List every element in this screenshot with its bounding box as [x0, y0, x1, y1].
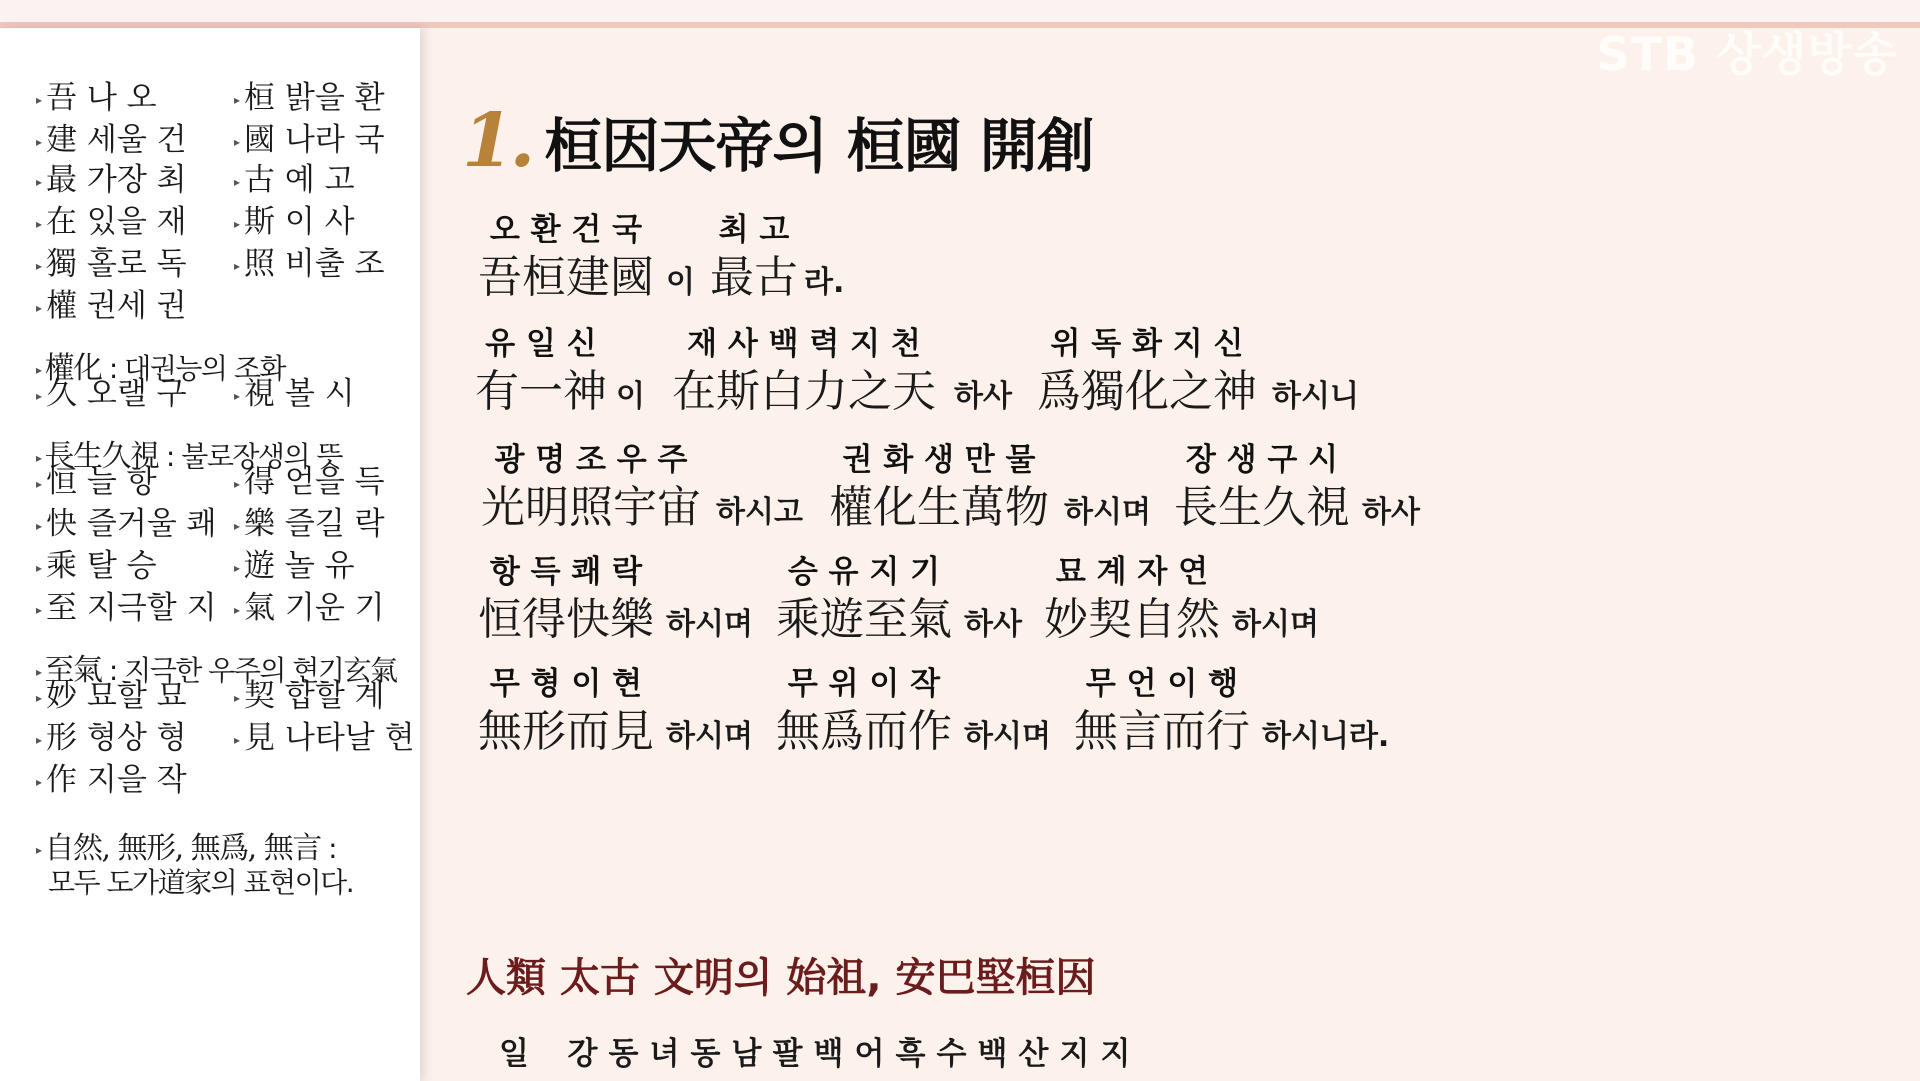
- gloss-row: [36, 673, 416, 719]
- hanja-segment: 乘遊至氣: [776, 594, 952, 645]
- bullet-icon: ▸: [36, 134, 43, 149]
- bullet-icon: ▸: [36, 843, 41, 857]
- gloss-text: 最 가장 최: [46, 162, 187, 198]
- hanja-segment: 無爲而作: [776, 706, 952, 757]
- hanja-segment: 無形而見: [478, 706, 654, 757]
- gloss-row: [36, 459, 416, 505]
- gloss-text: 見 나타날 현: [244, 720, 415, 756]
- gloss-text: 至 지극할 지: [46, 590, 217, 626]
- section-heading: 人類 太古 文明의 始祖, 安巴堅桓因: [466, 955, 1096, 1001]
- gloss-item: [36, 673, 187, 721]
- verse-block: [466, 440, 1430, 536]
- particle: 이: [666, 265, 695, 300]
- verse-hanja: [466, 250, 872, 306]
- verse-reading: [466, 664, 1420, 704]
- reading-segment: 오 환 건 국: [489, 212, 643, 248]
- bullet-icon: ▸: [234, 560, 241, 575]
- gloss-text: 妙 묘할 묘: [46, 678, 187, 714]
- gloss-item: [36, 585, 217, 633]
- reading-char: 동: [690, 1036, 721, 1072]
- reading-segment: 항 득 쾌 락: [489, 554, 643, 590]
- bullet-icon: ▸: [36, 560, 43, 575]
- verse-reading: [466, 440, 1430, 480]
- particle: 하시니라.: [1262, 719, 1390, 754]
- gloss-item: [234, 199, 355, 247]
- bullet-icon: ▸: [36, 665, 41, 679]
- hanja-segment: 恒得快樂: [478, 594, 654, 645]
- reading-segment: 재 사 백 력 지 천: [687, 326, 921, 362]
- gloss-row: [36, 283, 416, 329]
- bullet-icon: ▸: [36, 476, 43, 491]
- gloss-item: [234, 157, 355, 205]
- hanja-segment: 光明照宇宙: [481, 482, 701, 533]
- particle: 하시며: [666, 607, 753, 642]
- gloss-text: 斯 이 사: [244, 204, 355, 240]
- note-hanja: 長生久視: [44, 439, 159, 474]
- reading-char: 녀: [649, 1036, 680, 1072]
- hanja-segment: 最古: [710, 252, 798, 303]
- reading-segment: 승 유 지 기: [787, 554, 941, 590]
- bullet-icon: ▸: [234, 92, 241, 107]
- bullet-icon: ▸: [36, 518, 43, 533]
- gloss-text: 桓 밝을 환: [244, 80, 385, 116]
- reading-segment: 무 위 이 작: [787, 666, 941, 702]
- reading-char: 동: [608, 1036, 639, 1072]
- gloss-row: [36, 157, 416, 203]
- bullet-icon: ▸: [36, 216, 43, 231]
- bullet-icon: ▸: [234, 174, 241, 189]
- gloss-item: [36, 241, 187, 289]
- particle: 라.: [804, 265, 845, 300]
- bullet-icon: ▸: [36, 774, 43, 789]
- hanja-segment: 在斯白力之天: [672, 366, 936, 417]
- glossary-sidebar: [0, 28, 420, 1081]
- gloss-text: 得 얻을 득: [244, 464, 385, 500]
- gloss-row: [36, 585, 416, 631]
- note-korean: 모두 도가道家의 표현이다.: [48, 866, 354, 899]
- reading-char: 흑: [895, 1036, 926, 1072]
- gloss-row: [36, 501, 416, 547]
- gloss-item: [234, 715, 415, 763]
- verse-reading: [466, 210, 872, 250]
- bullet-icon: ▸: [36, 363, 41, 377]
- verse-hanja: [466, 704, 1420, 760]
- hanja-segment: 妙契自然: [1044, 594, 1220, 645]
- hanja-segment: 無言而行: [1074, 706, 1250, 757]
- hanja-segment: 爲獨化之神: [1037, 366, 1257, 417]
- gloss-item: [36, 283, 187, 331]
- bullet-icon: ▸: [234, 134, 241, 149]
- gloss-row: [36, 715, 416, 761]
- bullet-icon: ▸: [234, 690, 241, 705]
- gloss-item: [234, 75, 385, 123]
- particle: 하사: [1362, 495, 1420, 530]
- note-korean: :: [320, 832, 337, 865]
- gloss-row: [36, 371, 416, 417]
- bullet-icon: ▸: [234, 602, 241, 617]
- gloss-item: [234, 459, 385, 507]
- gloss-text: 權 권세 권: [46, 288, 187, 324]
- bullet-icon: ▸: [36, 602, 43, 617]
- gloss-item: [36, 459, 157, 507]
- gloss-text: 樂 즐길 락: [244, 506, 385, 542]
- gloss-text: 形 형상 형: [46, 720, 187, 756]
- gloss-text: 氣 기운 기: [244, 590, 385, 626]
- bullet-icon: ▸: [36, 300, 43, 315]
- bullet-icon: ▸: [36, 451, 41, 465]
- gloss-item: [36, 501, 217, 549]
- gloss-text: 古 예 고: [244, 162, 355, 198]
- particle: 하사: [964, 607, 1022, 642]
- chapter-number: 1.: [462, 98, 532, 184]
- hanja-segment: 權化生萬物: [829, 482, 1049, 533]
- note-hanja: 自然, 無形, 無爲, 無言: [44, 831, 321, 866]
- particle: 하시고: [716, 495, 803, 530]
- chapter-title-text: 桓因天帝의 桓國 開創: [544, 112, 1094, 180]
- hanja-segment: 吾桓建國: [478, 252, 654, 303]
- reading-segment: 무 형 이 현: [489, 666, 643, 702]
- reading-char: 팔: [772, 1036, 803, 1072]
- verse-block: [466, 324, 1370, 420]
- gloss-text: 乘 탈 승: [46, 548, 157, 584]
- particle: 하시며: [1064, 495, 1151, 530]
- gloss-text: 獨 홀로 독: [46, 246, 187, 282]
- reading-char: 강: [567, 1036, 598, 1072]
- gloss-row: [36, 543, 416, 589]
- gloss-item: [36, 543, 157, 591]
- bullet-icon: ▸: [36, 388, 43, 403]
- verse-hanja: [466, 592, 1330, 648]
- verse-hanja: [466, 480, 1430, 536]
- bullet-icon: ▸: [36, 690, 43, 705]
- reading-segment: 장 생 구 시: [1185, 442, 1339, 478]
- gloss-text: 作 지을 작: [46, 762, 187, 798]
- verse-block: [466, 210, 872, 306]
- bullet-icon: ▸: [234, 216, 241, 231]
- bullet-icon: ▸: [36, 174, 43, 189]
- reading-char: 지: [1100, 1036, 1131, 1072]
- bullet-icon: ▸: [234, 518, 241, 533]
- particle: 이: [616, 379, 645, 414]
- reading-char: 수: [936, 1036, 967, 1072]
- reading-segment: 무 언 이 행: [1085, 666, 1239, 702]
- bullet-icon: ▸: [36, 258, 43, 273]
- hanja-segment: 有一神: [475, 366, 607, 417]
- gloss-item: [36, 199, 187, 247]
- bullet-icon: ▸: [36, 732, 43, 747]
- reading-segment: 권 화 생 만 물: [842, 442, 1036, 478]
- verse-reading: [466, 552, 1330, 592]
- gloss-text: 建 세울 건: [46, 122, 187, 158]
- reading-char: 백: [813, 1036, 844, 1072]
- particle: 하시며: [1232, 607, 1319, 642]
- note-korean: : 불로장생의 뜻: [158, 440, 342, 473]
- bullet-icon: ▸: [234, 732, 241, 747]
- bullet-icon: ▸: [36, 92, 43, 107]
- verse-block: [466, 664, 1420, 760]
- gloss-note: [36, 862, 432, 904]
- bullet-icon: ▸: [234, 258, 241, 273]
- reading-char: 일: [499, 1036, 529, 1072]
- reading-segment: 묘 계 자 연: [1055, 554, 1209, 590]
- gloss-item: [234, 371, 355, 419]
- gloss-text: 照 비출 조: [244, 246, 385, 282]
- gloss-item: [234, 585, 385, 633]
- reading-char: 지: [1059, 1036, 1090, 1072]
- hanja-segment: 長生久視: [1174, 482, 1350, 533]
- gloss-row: [36, 199, 416, 245]
- gloss-text: 吾 나 오: [46, 80, 157, 116]
- gloss-row: [36, 241, 416, 287]
- gloss-item: [234, 241, 385, 289]
- gloss-row: [36, 757, 416, 803]
- reading-segment: 유 일 신: [485, 326, 597, 362]
- particle: 하사: [954, 379, 1012, 414]
- main-content: [420, 28, 1920, 1081]
- gloss-item: [234, 673, 385, 721]
- gloss-item: [234, 501, 385, 549]
- gloss-text: 在 있을 재: [46, 204, 187, 240]
- gloss-text: 國 나라 국: [244, 122, 385, 158]
- gloss-text: 遊 놀 유: [244, 548, 355, 584]
- gloss-text: 契 합할 계: [244, 678, 385, 714]
- particle: 하시니: [1272, 379, 1359, 414]
- chapter-title: [462, 98, 1094, 184]
- gloss-item: [36, 157, 187, 205]
- gloss-item: [36, 371, 187, 419]
- bullet-icon: ▸: [234, 476, 241, 491]
- gloss-item: [36, 75, 157, 123]
- partial-reading-line: [466, 1034, 1136, 1074]
- note-hanja: 權化: [44, 351, 102, 386]
- bullet-icon: ▸: [234, 388, 241, 403]
- gloss-text: 久 오랠 구: [46, 376, 187, 412]
- broadcast-watermark: STB 상생방송: [1596, 27, 1898, 81]
- gloss-item: [234, 543, 355, 591]
- reading-char: 어: [854, 1036, 885, 1072]
- verse-block: [466, 552, 1330, 648]
- note-hanja: 至氣: [44, 653, 102, 688]
- reading-char: 산: [1018, 1036, 1049, 1072]
- verse-reading: [466, 324, 1370, 364]
- gloss-item: [36, 715, 187, 763]
- note-korean: : 지극한 우주의 현기玄氣: [101, 654, 397, 687]
- gloss-text: 視 볼 시: [244, 376, 355, 412]
- reading-segment: 위 독 화 지 신: [1050, 326, 1244, 362]
- verse-hanja: [466, 364, 1370, 420]
- reading-segment: 최 고: [718, 212, 790, 248]
- gloss-row: [36, 75, 416, 121]
- note-korean: : 대권능의 조화: [101, 352, 285, 385]
- particle: 하시며: [964, 719, 1051, 754]
- gloss-item: [36, 757, 187, 805]
- reading-segment: 광 명 조 우 주: [494, 442, 688, 478]
- gloss-text: 快 즐거울 쾌: [46, 506, 217, 542]
- gloss-text: 恒 늘 항: [46, 464, 157, 500]
- reading-char: 백: [977, 1036, 1008, 1072]
- reading-char: 남: [731, 1036, 762, 1072]
- particle: 하시며: [666, 719, 753, 754]
